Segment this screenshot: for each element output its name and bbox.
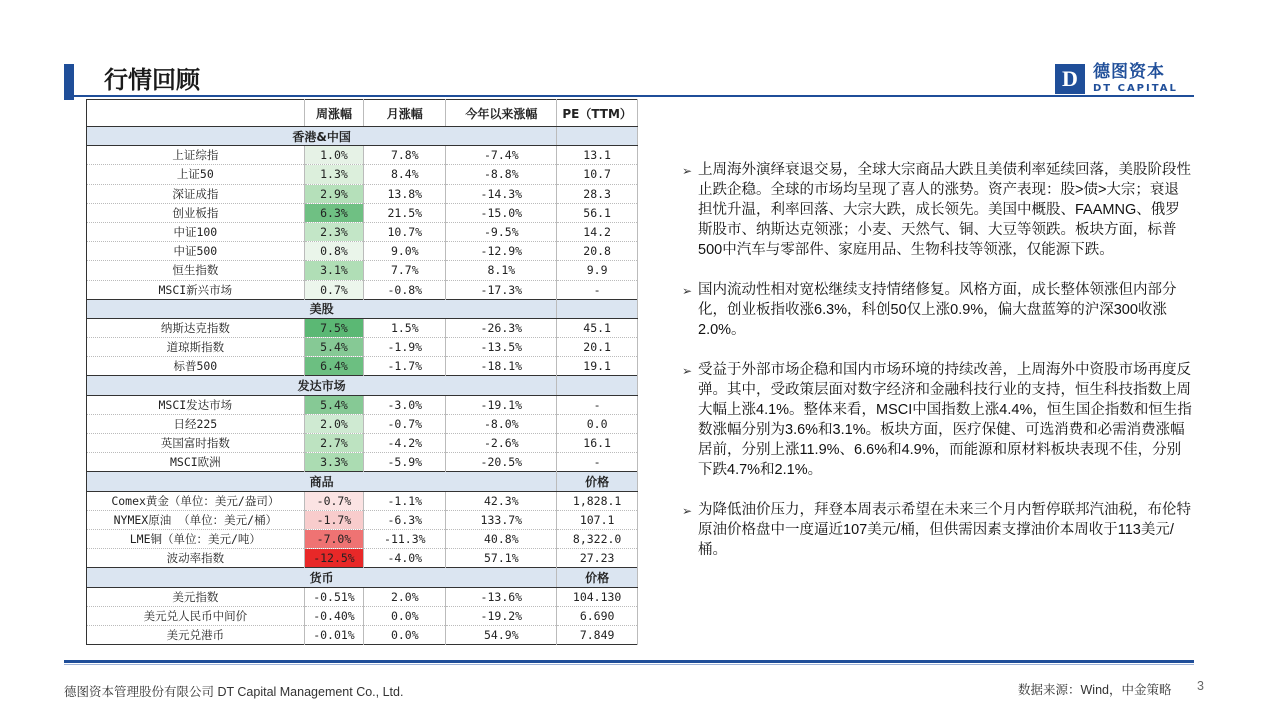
col-header-name (87, 100, 305, 127)
cell-pe: 10.7 (557, 165, 638, 184)
cell-pe: 20.8 (557, 242, 638, 261)
bullet-arrow-icon: ➢ (682, 164, 693, 178)
cell-name: LME铜（单位：美元/吨） (87, 529, 305, 548)
logo-cn: 德图资本 (1093, 62, 1165, 82)
cell-name: 道琼斯指数 (87, 338, 305, 357)
cell-name: 标普500 (87, 357, 305, 376)
cell-pe: 27.23 (557, 549, 638, 568)
table-row (87, 184, 638, 203)
cell-week: 7.5% (304, 318, 364, 337)
table-section-row (87, 568, 638, 587)
section-right-header (557, 127, 638, 146)
cell-month: 0.0% (364, 625, 446, 644)
table-row (87, 549, 638, 568)
table-row (87, 395, 638, 414)
cell-ytd: 8.1% (446, 261, 557, 280)
cell-month: -6.3% (364, 510, 446, 529)
table-row (87, 453, 638, 472)
logo-en: DT CAPITAL (1093, 83, 1178, 94)
bullet-item (682, 280, 1192, 340)
cell-week: 6.4% (304, 357, 364, 376)
section-title: 发达市场 (87, 376, 557, 395)
cell-month: -3.0% (364, 395, 446, 414)
bullet-item (682, 160, 1192, 260)
page-number: 3 (1197, 679, 1204, 693)
cell-week: 6.3% (304, 203, 364, 222)
bullet-item (682, 500, 1192, 560)
cell-pe: 107.1 (557, 510, 638, 529)
cell-month: -5.9% (364, 453, 446, 472)
cell-week: -12.5% (304, 549, 364, 568)
cell-pe: 0.0 (557, 414, 638, 433)
col-header-month: 月涨幅 (364, 100, 446, 127)
cell-week: 1.3% (304, 165, 364, 184)
cell-ytd: -14.3% (446, 184, 557, 203)
footer-company: 德图资本管理股份有限公司 DT Capital Management Co., Ltd. (64, 685, 404, 699)
table-row (87, 491, 638, 510)
cell-ytd: -19.2% (446, 606, 557, 625)
cell-ytd: -8.8% (446, 165, 557, 184)
table-row (87, 587, 638, 606)
cell-ytd: -20.5% (446, 453, 557, 472)
cell-ytd: -26.3% (446, 318, 557, 337)
cell-pe: 20.1 (557, 338, 638, 357)
section-title: 货币 (87, 568, 557, 587)
cell-name: 英国富时指数 (87, 434, 305, 453)
cell-name: 纳斯达克指数 (87, 318, 305, 337)
cell-month: -11.3% (364, 529, 446, 548)
cell-ytd: -9.5% (446, 222, 557, 241)
table-row (87, 261, 638, 280)
col-header-ytd: 今年以来涨幅 (446, 100, 557, 127)
cell-month: -1.1% (364, 491, 446, 510)
cell-pe: 28.3 (557, 184, 638, 203)
cell-pe: 104.130 (557, 587, 638, 606)
cell-name: 上证50 (87, 165, 305, 184)
cell-pe: 14.2 (557, 222, 638, 241)
cell-pe: 9.9 (557, 261, 638, 280)
title-divider (64, 95, 1194, 97)
cell-ytd: -7.4% (446, 146, 557, 165)
cell-month: -1.7% (364, 357, 446, 376)
bullet-text: 国内流动性相对宽松继续支持情绪修复。风格方面，成长整体领涨但内部分化，创业板指收涨6.3%，科创50仅上涨0.9%，偏大盘蓝筹的沪深300收涨2.0%。 (698, 282, 1177, 338)
cell-month: -1.9% (364, 338, 446, 357)
cell-ytd: -15.0% (446, 203, 557, 222)
logo-text (1093, 64, 1178, 94)
cell-month: 1.5% (364, 318, 446, 337)
table-row (87, 414, 638, 433)
cell-week: 5.4% (304, 338, 364, 357)
cell-pe: 7.849 (557, 625, 638, 644)
cell-week: 5.4% (304, 395, 364, 414)
table-row (87, 338, 638, 357)
table-row (87, 318, 638, 337)
cell-week: 2.9% (304, 184, 364, 203)
section-right-header: 价格 (557, 568, 638, 587)
cell-month: 7.8% (364, 146, 446, 165)
market-review-table (86, 99, 638, 645)
cell-week: 2.7% (304, 434, 364, 453)
commentary-bullets (682, 160, 1192, 580)
bullet-arrow-icon: ➢ (682, 504, 693, 518)
cell-month: 13.8% (364, 184, 446, 203)
cell-pe: 13.1 (557, 146, 638, 165)
section-right-header (557, 299, 638, 318)
cell-pe: 6.690 (557, 606, 638, 625)
cell-week: 2.0% (304, 414, 364, 433)
cell-month: 9.0% (364, 242, 446, 261)
section-right-header: 价格 (557, 472, 638, 491)
cell-name: 深证成指 (87, 184, 305, 203)
bullet-text: 受益于外部市场企稳和国内市场环境的持续改善，上周海外中资股市场再度反弹。其中，受政策层面对数字经济和金融科技行业的支持，恒生科技指数上周大幅上涨4.1%。整体来看，MSCI中国指数上涨4.4%，恒生国企指数和恒生指数涨幅分别为3.6%和3.1%。板块方面，医疗保健、可选消费和必需消费涨幅居前，分别上涨11.9%、6.6%和4.9%，而能源和原材料板块表现不佳，分别下跌4.7%和2.1%。 (698, 362, 1192, 478)
table-section-row (87, 127, 638, 146)
cell-month: -0.8% (364, 280, 446, 299)
cell-week: 3.1% (304, 261, 364, 280)
footer-source: 数据来源：Wind，中金策略 (1018, 683, 1172, 697)
cell-ytd: -8.0% (446, 414, 557, 433)
cell-month: 21.5% (364, 203, 446, 222)
table-row (87, 510, 638, 529)
cell-ytd: -13.6% (446, 587, 557, 606)
cell-name: 美元兑港币 (87, 625, 305, 644)
table-row (87, 280, 638, 299)
cell-pe: 19.1 (557, 357, 638, 376)
cell-month: -4.2% (364, 434, 446, 453)
table-row (87, 357, 638, 376)
cell-ytd: -19.1% (446, 395, 557, 414)
cell-ytd: -13.5% (446, 338, 557, 357)
cell-ytd: 133.7% (446, 510, 557, 529)
cell-week: 0.7% (304, 280, 364, 299)
logo-mark-icon: D (1055, 64, 1085, 94)
cell-pe: 1,828.1 (557, 491, 638, 510)
cell-week: 1.0% (304, 146, 364, 165)
cell-ytd: 40.8% (446, 529, 557, 548)
cell-month: 7.7% (364, 261, 446, 280)
company-logo (1055, 62, 1178, 96)
table-row (87, 529, 638, 548)
footer-divider-thin (64, 664, 1194, 665)
cell-name: 美元指数 (87, 587, 305, 606)
cell-ytd: 57.1% (446, 549, 557, 568)
footer-divider (64, 660, 1194, 663)
cell-name: 日经225 (87, 414, 305, 433)
cell-week: -0.7% (304, 491, 364, 510)
cell-week: 0.8% (304, 242, 364, 261)
bullet-arrow-icon: ➢ (682, 364, 693, 378)
cell-ytd: -2.6% (446, 434, 557, 453)
table-section-row (87, 299, 638, 318)
cell-week: -0.40% (304, 606, 364, 625)
table-row (87, 625, 638, 644)
section-title: 商品 (87, 472, 557, 491)
table-header-row (87, 100, 638, 127)
table-row (87, 203, 638, 222)
cell-ytd: 42.3% (446, 491, 557, 510)
cell-week: 2.3% (304, 222, 364, 241)
cell-name: 美元兑人民币中间价 (87, 606, 305, 625)
cell-month: 2.0% (364, 587, 446, 606)
cell-week: -0.51% (304, 587, 364, 606)
cell-pe: - (557, 395, 638, 414)
cell-week: -7.0% (304, 529, 364, 548)
section-title: 美股 (87, 299, 557, 318)
page-title: 行情回顾 (104, 66, 200, 94)
cell-pe: 56.1 (557, 203, 638, 222)
cell-month: 10.7% (364, 222, 446, 241)
table-row (87, 146, 638, 165)
table-row (87, 165, 638, 184)
cell-pe: - (557, 453, 638, 472)
col-header-pe: PE（TTM） (557, 100, 638, 127)
cell-name: 上证综指 (87, 146, 305, 165)
table-row (87, 606, 638, 625)
cell-name: 中证500 (87, 242, 305, 261)
section-title: 香港&中国 (87, 127, 557, 146)
cell-name: 创业板指 (87, 203, 305, 222)
bullet-text: 上周海外演绎衰退交易，全球大宗商品大跌且美债利率延续回落，美股阶段性止跌企稳。全球的市场均呈现了喜人的涨势。资产表现：股>债>大宗；衰退担忧升温，利率回落、大宗大跌，成长领先。美国中概股、FAAMNG、俄罗斯股市、纳斯达克领涨；小麦、天然气、铜、大豆等领跌。板块方面，标普500中汽车与零部件、家庭用品、生物科技等领涨，仅能源下跌。 (698, 162, 1191, 258)
cell-month: 0.0% (364, 606, 446, 625)
cell-name: 波动率指数 (87, 549, 305, 568)
cell-name: NYMEX原油 （单位：美元/桶） (87, 510, 305, 529)
table-section-row (87, 376, 638, 395)
table-row (87, 222, 638, 241)
cell-name: MSCI新兴市场 (87, 280, 305, 299)
bullet-arrow-icon: ➢ (682, 284, 693, 298)
cell-week: -0.01% (304, 625, 364, 644)
cell-pe: 8,322.0 (557, 529, 638, 548)
cell-pe: - (557, 280, 638, 299)
table-row (87, 434, 638, 453)
cell-week: 3.3% (304, 453, 364, 472)
cell-name: 中证100 (87, 222, 305, 241)
table-section-row (87, 472, 638, 491)
bullet-text: 为降低油价压力，拜登本周表示希望在未来三个月内暂停联邦汽油税，布伦特原油价格盘中一度逼近107美元/桶，但供需因素支撑油价本周收于113美元/桶。 (698, 502, 1191, 558)
col-header-week: 周涨幅 (304, 100, 364, 127)
cell-month: -0.7% (364, 414, 446, 433)
cell-pe: 16.1 (557, 434, 638, 453)
section-right-header (557, 376, 638, 395)
cell-name: MSCI发达市场 (87, 395, 305, 414)
cell-ytd: -18.1% (446, 357, 557, 376)
cell-ytd: -12.9% (446, 242, 557, 261)
cell-name: 恒生指数 (87, 261, 305, 280)
cell-name: Comex黄金（单位：美元/盎司） (87, 491, 305, 510)
cell-week: -1.7% (304, 510, 364, 529)
cell-ytd: -17.3% (446, 280, 557, 299)
table-row (87, 242, 638, 261)
cell-month: -4.0% (364, 549, 446, 568)
cell-pe: 45.1 (557, 318, 638, 337)
cell-month: 8.4% (364, 165, 446, 184)
cell-name: MSCI欧洲 (87, 453, 305, 472)
cell-ytd: 54.9% (446, 625, 557, 644)
bullet-item (682, 360, 1192, 480)
